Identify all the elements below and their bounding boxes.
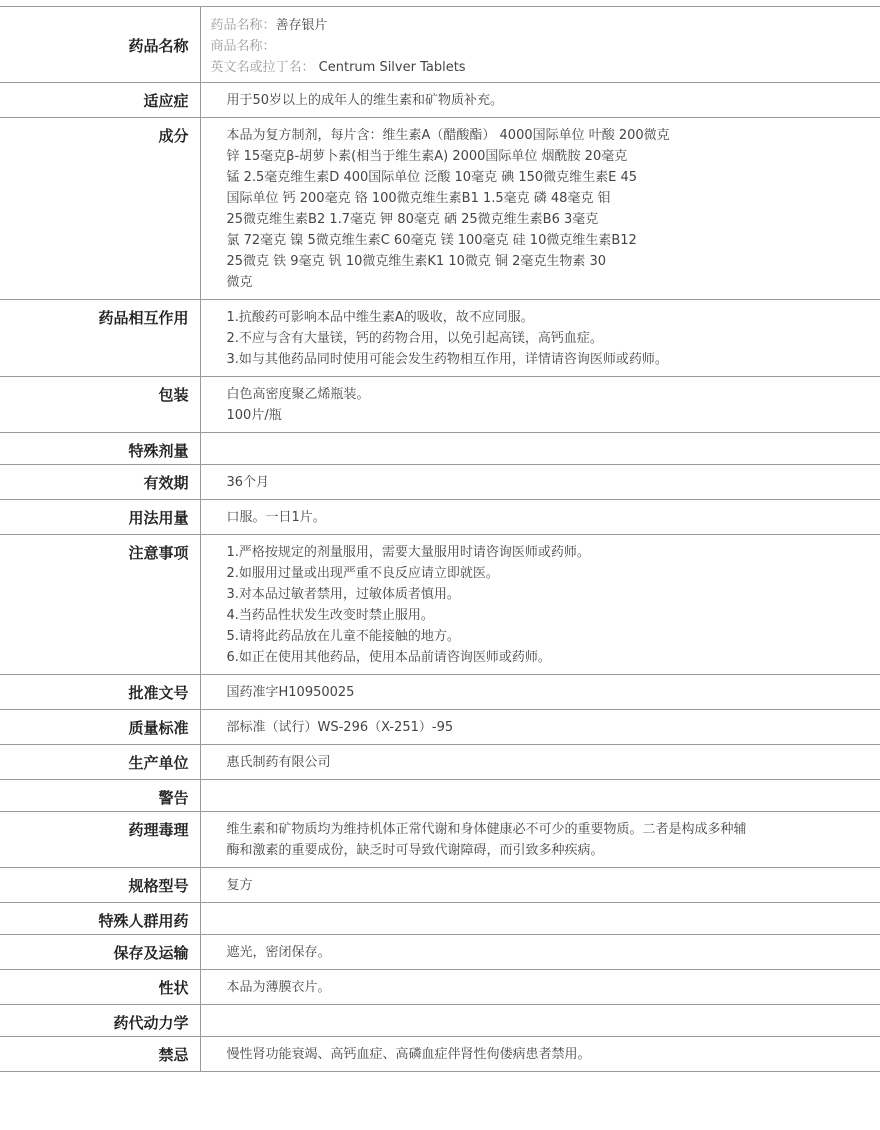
row-approval-number — [0, 675, 880, 710]
generic-name-line — [211, 15, 871, 36]
trade-name-key: 商品名称： — [210, 39, 276, 54]
ingredients-line: 25微克 铁 9毫克 钒 10微克维生素K1 10微克 铜 2毫克生物素 30 — [226, 254, 607, 269]
precautions-line: 6.如正在使用其他药品，使用本品前请咨询医师或药师。 — [226, 650, 551, 665]
value-special-dosage — [200, 433, 880, 465]
value-pharmacokinetics — [200, 1005, 880, 1037]
english-name-key: 英文名或拉丁名： — [210, 60, 315, 75]
row-special-population — [0, 903, 880, 935]
precautions-line: 5.请将此药品放在儿童不能接触的地方。 — [226, 629, 460, 644]
row-pharmacology — [0, 812, 880, 868]
english-name-line — [211, 57, 871, 78]
ingredients-line: 国际单位 钙 200毫克 铬 100微克维生素B1 1.5毫克 磷 48毫克 钼 — [226, 191, 611, 206]
ingredients-line: 25微克维生素B2 1.7毫克 钾 80毫克 硒 25微克维生素B6 3毫克 — [226, 212, 599, 227]
interactions-line: 3.如与其他药品同时使用可能会发生药物相互作用，详情请咨询医师或药师。 — [226, 352, 668, 367]
row-shelf-life — [0, 465, 880, 500]
row-special-dosage — [0, 433, 880, 465]
packaging-line: 白色高密度聚乙烯瓶装。 — [226, 387, 370, 402]
drug-spec-table — [0, 6, 880, 1072]
trade-name-line — [211, 36, 871, 57]
value-packaging — [200, 377, 880, 433]
row-quality-standard — [0, 710, 880, 745]
label-specification: 规格型号 — [0, 868, 200, 903]
row-appearance — [0, 970, 880, 1005]
ingredients-line: 锰 2.5毫克维生素D 400国际单位 泛酸 10毫克 碘 150微克维生素E 45 — [226, 170, 638, 185]
ingredients-line: 锌 15毫克β-胡萝卜素(相当于维生素A) 2000国际单位 烟酰胺 20毫克 — [226, 149, 628, 164]
label-quality-standard: 质量标准 — [0, 710, 200, 745]
label-appearance: 性状 — [0, 970, 200, 1005]
value-drug-name — [200, 7, 880, 83]
value-specification: 复方 — [200, 868, 880, 903]
label-warning: 警告 — [0, 780, 200, 812]
row-pharmacokinetics — [0, 1005, 880, 1037]
precautions-line: 3.对本品过敏者禁用，过敏体质者慎用。 — [226, 587, 460, 602]
row-precautions — [0, 535, 880, 675]
value-special-population — [200, 903, 880, 935]
pharmacology-line: 酶和激素的重要成份，缺乏时可导致代谢障碍，而引致多种疾病。 — [226, 843, 604, 858]
interactions-line: 1.抗酸药可影响本品中维生素A的吸收，故不应同服。 — [226, 310, 534, 325]
value-appearance: 本品为薄膜衣片。 — [200, 970, 880, 1005]
label-contraindications: 禁忌 — [0, 1037, 200, 1072]
row-ingredients — [0, 118, 880, 300]
label-special-population: 特殊人群用药 — [0, 903, 200, 935]
precautions-line: 1.严格按规定的剂量服用，需要大量服用时请咨询医师或药师。 — [226, 545, 590, 560]
label-interactions: 药品相互作用 — [0, 300, 200, 377]
interactions-line: 2.不应与含有大量镁，钙的药物合用，以免引起高镁，高钙血症。 — [226, 331, 603, 346]
value-storage: 遮光，密闭保存。 — [200, 935, 880, 970]
ingredients-line: 氯 72毫克 镍 5微克维生素C 60毫克 镁 100毫克 硅 10微克维生素B12 — [226, 233, 637, 248]
label-ingredients: 成分 — [0, 118, 200, 300]
value-interactions — [200, 300, 880, 377]
row-interactions — [0, 300, 880, 377]
precautions-line: 4.当药品性状发生改变时禁止服用。 — [226, 608, 434, 623]
generic-name-key: 药品名称： — [210, 18, 276, 33]
packaging-line: 100片/瓶 — [226, 408, 282, 423]
value-ingredients — [200, 118, 880, 300]
row-warning — [0, 780, 880, 812]
label-storage: 保存及运输 — [0, 935, 200, 970]
label-pharmacokinetics: 药代动力学 — [0, 1005, 200, 1037]
label-manufacturer: 生产单位 — [0, 745, 200, 780]
value-quality-standard: 部标准（试行）WS-296（X-251）-95 — [200, 710, 880, 745]
value-usage: 口服。一日1片。 — [200, 500, 880, 535]
label-special-dosage: 特殊剂量 — [0, 433, 200, 465]
row-drug-name — [0, 7, 880, 83]
value-pharmacology — [200, 812, 880, 868]
row-packaging — [0, 377, 880, 433]
value-warning — [200, 780, 880, 812]
row-storage — [0, 935, 880, 970]
label-pharmacology: 药理毒理 — [0, 812, 200, 868]
value-shelf-life: 36个月 — [200, 465, 880, 500]
precautions-line: 2.如服用过量或出现严重不良反应请立即就医。 — [226, 566, 499, 581]
label-drug-name: 药品名称 — [0, 7, 200, 83]
value-approval-number: 国药准字H10950025 — [200, 675, 880, 710]
label-indications: 适应症 — [0, 83, 200, 118]
english-name-value: Centrum Silver Tablets — [318, 60, 466, 75]
pharmacology-line: 维生素和矿物质均为维持机体正常代谢和身体健康必不可少的重要物质。二者是构成多种辅 — [226, 822, 747, 837]
value-indications: 用于50岁以上的成年人的维生素和矿物质补充。 — [200, 83, 880, 118]
value-precautions — [200, 535, 880, 675]
row-usage — [0, 500, 880, 535]
label-packaging: 包装 — [0, 377, 200, 433]
row-manufacturer — [0, 745, 880, 780]
row-specification — [0, 868, 880, 903]
label-usage: 用法用量 — [0, 500, 200, 535]
value-contraindications: 慢性肾功能衰竭、高钙血症、高磷血症伴肾性佝偻病患者禁用。 — [200, 1037, 880, 1072]
value-manufacturer: 惠氏制药有限公司 — [200, 745, 880, 780]
label-shelf-life: 有效期 — [0, 465, 200, 500]
ingredients-line: 本品为复方制剂，每片含：维生素A（醋酸酯） 4000国际单位 叶酸 200微克 — [226, 128, 670, 143]
label-approval-number: 批准文号 — [0, 675, 200, 710]
row-contraindications — [0, 1037, 880, 1072]
ingredients-line: 微克 — [226, 275, 253, 290]
row-indications — [0, 83, 880, 118]
generic-name-value: 善存银片 — [275, 18, 328, 33]
label-precautions: 注意事项 — [0, 535, 200, 675]
